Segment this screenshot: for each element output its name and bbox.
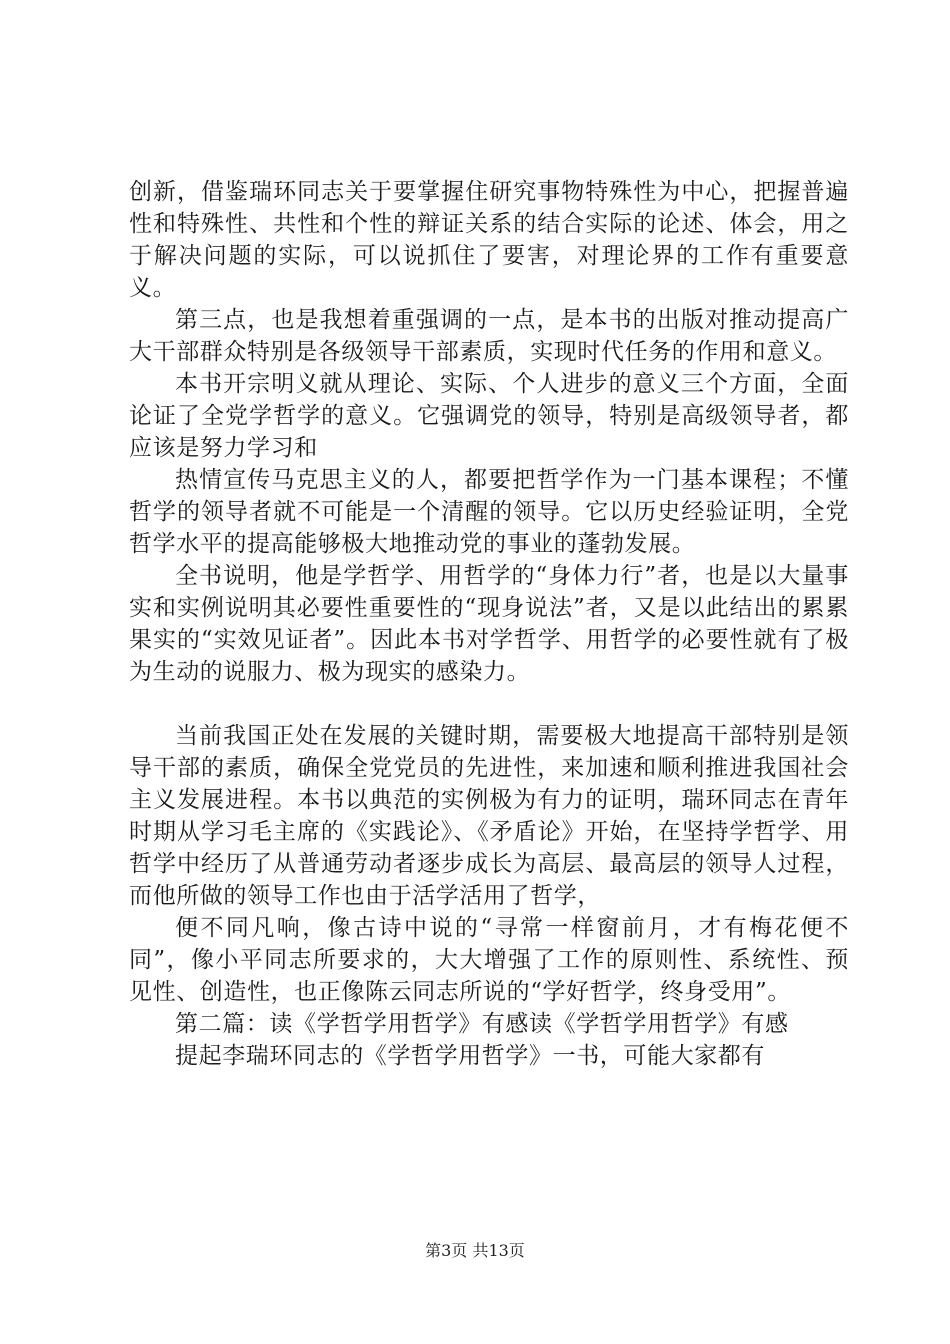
paragraph-marxism-propaganda: 热情宣传马克思主义的人，都要把哲学作为一门基本课程；不懂哲学的领导者就不可能是一个清醒的领导。它以历史经验证明，全党哲学水平的提高能够极大地推动党的事业的蓬勃发展。 xyxy=(129,467,849,557)
paragraph-extraordinary: 便不同凡响，像古诗中说的“寻常一样窗前月，才有梅花便不同”，像小平同志所要求的，大大增强了工作的原则性、系统性、预见性、创造性，也正像陈云同志所说的“学好哲学，终身受用”。 xyxy=(129,915,849,1005)
page-footer: 第3页 共13页 xyxy=(425,1241,525,1260)
paragraph-book-explanation: 全书说明，他是学哲学、用哲学的“身体力行”者，也是以大量事实和实例说明其必要性重要性的“现身说法”者，又是以此结出的累累果实的“实效见证者”。因此本书对学哲学、用哲学的必要性就有了极为生动的说服力、极为现实的感染力。 xyxy=(129,563,849,685)
paragraph-third-point: 第三点，也是我想着重强调的一点，是本书的出版对推动提高广大干部群众特别是各级领导干部素质，实现时代任务的作用和意义。 xyxy=(129,307,849,365)
section-heading-part-two: 第二篇：读《学哲学用哲学》有感读《学哲学用哲学》有感 xyxy=(175,1011,789,1037)
paragraph-part-two-intro: 提起李瑞环同志的《学哲学用哲学》一书，可能大家都有 xyxy=(175,1043,765,1069)
document-body xyxy=(129,176,849,1072)
paragraph-book-purpose: 本书开宗明义就从理论、实际、个人进步的意义三个方面，全面论证了全党学哲学的意义。它强调党的领导，特别是高级领导者，都应该是努力学习和 xyxy=(129,371,849,461)
paragraph-current-period: 当前我国正处在发展的关键时期，需要极大地提高干部特别是领导干部的素质，确保全党党员的先进性，来加速和顺利推进我国社会主义发展进程。本书以典范的实例极为有力的证明，瑞环同志在青年时期从学习毛主席的《实践论》、《矛盾论》开始，在坚持学哲学、用哲学中经历了从普通劳动者逐步成长为高层、最高层的领导人过程，而他所做的领导工作也由于活学活用了哲学， xyxy=(129,723,849,909)
paragraph-continuation: 创新，借鉴瑞环同志关于要掌握住研究事物特殊性为中心，把握普遍性和特殊性、共性和个性的辩证关系的结合实际的论述、体会，用之于解决问题的实际，可以说抓住了要害，对理论界的工作有重要意义。 xyxy=(129,179,849,301)
